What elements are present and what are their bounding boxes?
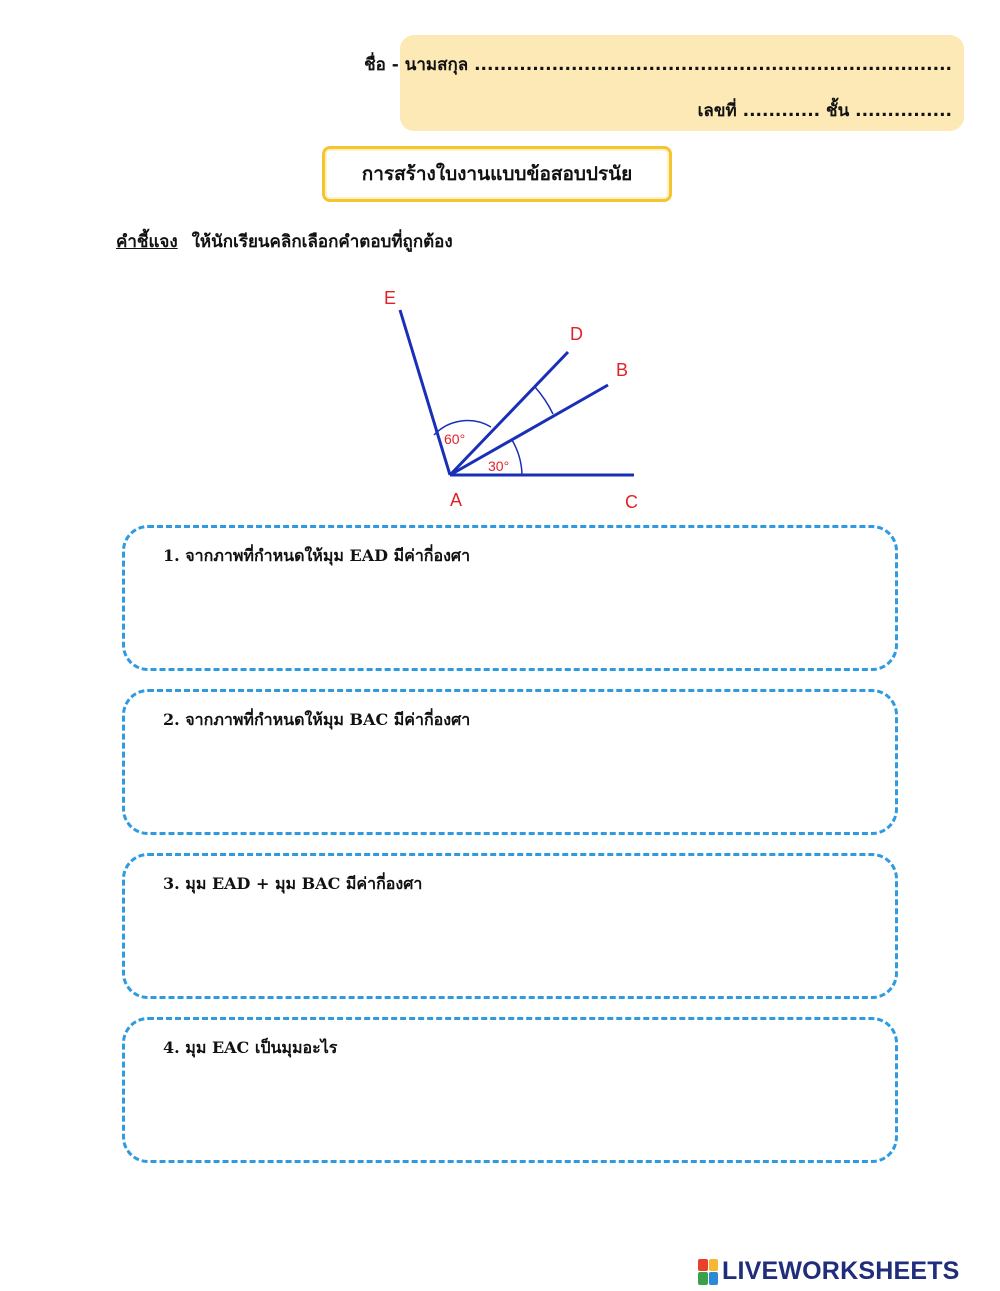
class-label: ชั้น — [826, 101, 850, 121]
number-dots: ............ — [742, 101, 821, 121]
question-box-2[interactable] — [122, 689, 898, 835]
worksheet-title — [322, 146, 672, 202]
number-class-line — [698, 97, 952, 124]
instruction — [116, 228, 453, 255]
arc-30 — [512, 440, 522, 475]
point-label-e: E — [384, 288, 397, 308]
ray-ae — [400, 310, 450, 475]
student-info-box — [364, 35, 964, 131]
angle-label-30: 30° — [488, 458, 510, 474]
question-box-3[interactable] — [122, 853, 898, 999]
question-4-text: 4. มุม EAC เป็นมุมอะไร — [163, 1038, 338, 1057]
title-text: การสร้างใบงานแบบข้อสอบปรนัย — [361, 163, 633, 185]
instruction-text: ให้นักเรียนคลิกเลือกคำตอบที่ถูกต้อง — [191, 232, 453, 252]
question-box-1[interactable] — [122, 525, 898, 671]
point-label-c: C — [625, 492, 638, 512]
instruction-label: คำชี้แจง — [116, 232, 178, 252]
ray-ad — [450, 352, 568, 475]
point-label-a: A — [450, 490, 463, 510]
question-box-4[interactable] — [122, 1017, 898, 1163]
angle-label-60: 60° — [444, 431, 466, 447]
number-label: เลขที่ — [697, 101, 737, 121]
arc-db — [535, 387, 553, 414]
name-label: ชื่อ - นามสกุล — [364, 55, 469, 75]
liveworksheets-logo-icon — [698, 1259, 718, 1285]
brand-text: LIVEWORKSHEETS — [722, 1257, 960, 1285]
name-dots: .......................................................................... — [474, 55, 952, 75]
angle-diagram — [370, 280, 660, 515]
point-label-d: D — [570, 324, 583, 344]
name-line — [364, 51, 952, 78]
question-1-text: 1. จากภาพที่กำหนดให้มุม EAD มีค่ากี่องศา — [163, 546, 471, 565]
question-2-text: 2. จากภาพที่กำหนดให้มุม BAC มีค่ากี่องศา — [163, 710, 471, 729]
liveworksheets-brand — [698, 1257, 960, 1286]
point-label-b: B — [616, 360, 629, 380]
question-3-text: 3. มุม EAD + มุม BAC มีค่ากี่องศา — [163, 874, 423, 893]
ray-ab — [450, 385, 608, 475]
class-dots: ............... — [855, 101, 952, 121]
